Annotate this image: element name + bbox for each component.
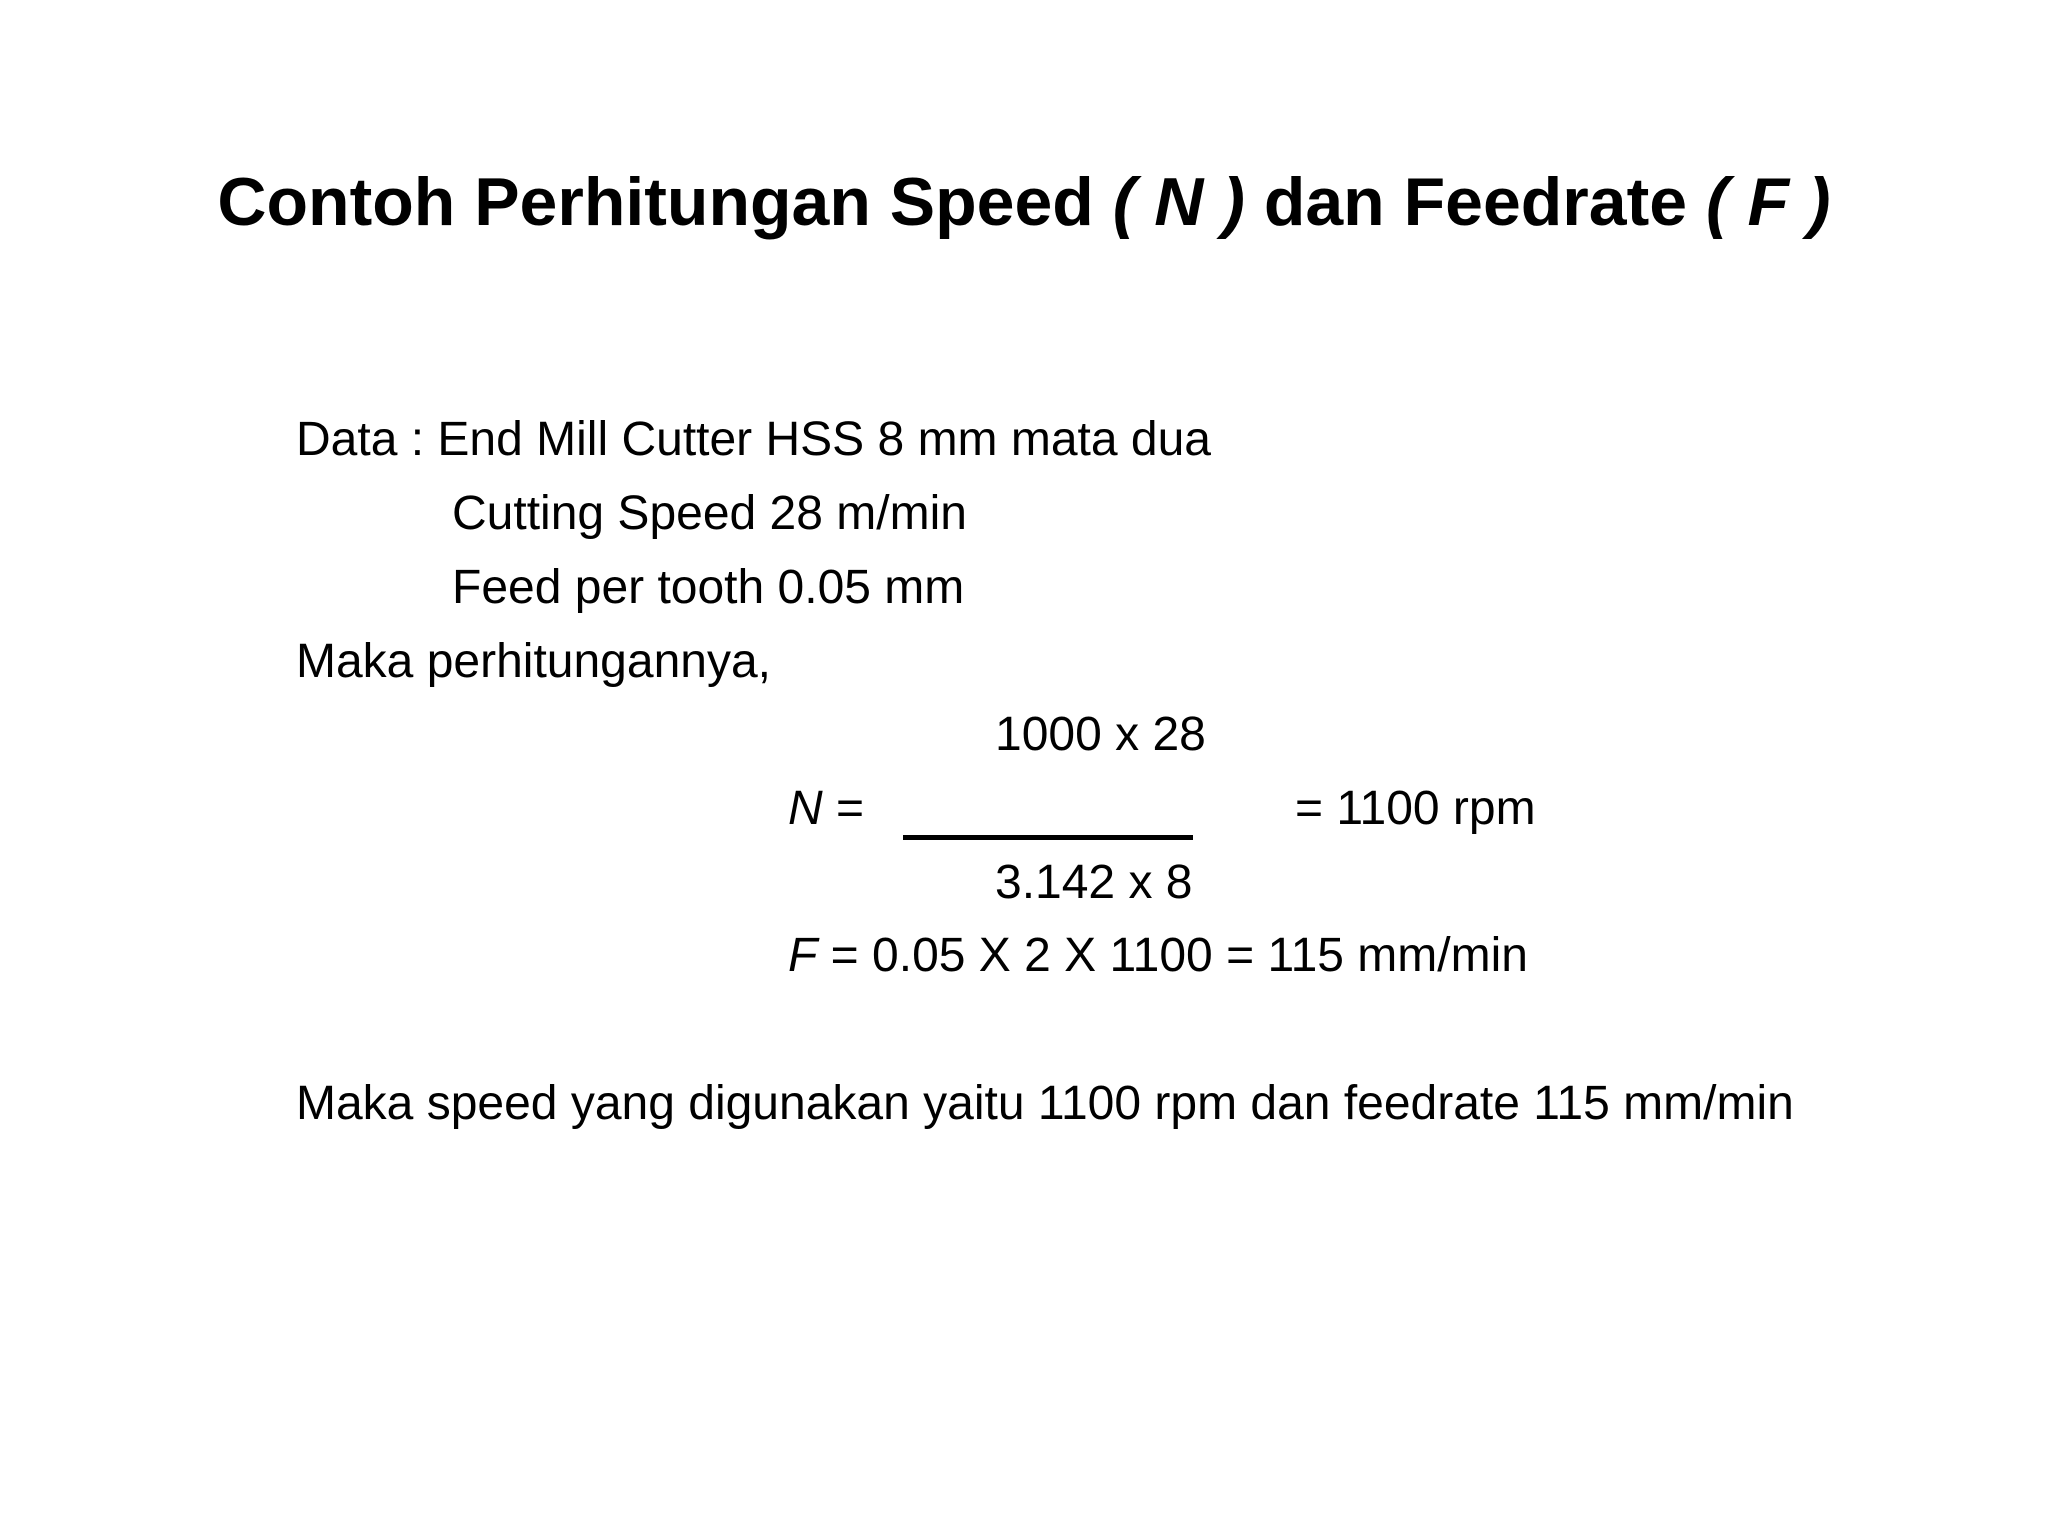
data-line-cutting-speed: Cutting Speed 28 m/min [452, 487, 967, 540]
n-denominator: 3.142 x 8 [995, 856, 1193, 909]
n-numerator: 1000 x 28 [995, 708, 1206, 761]
n-symbol: N [788, 782, 823, 835]
f-symbol: F [788, 929, 818, 982]
title-part-2: ( N ) [1112, 164, 1245, 240]
title-part-4: ( F ) [1705, 164, 1831, 240]
fraction-bar [903, 835, 1193, 840]
f-formula [788, 929, 1528, 982]
data-line-tool: Data : End Mill Cutter HSS 8 mm mata dua [296, 413, 1211, 466]
title-part-3: dan Feedrate [1244, 164, 1706, 240]
n-equals: = [822, 782, 865, 835]
n-result: = 1100 rpm [1295, 782, 1536, 835]
n-label [788, 782, 865, 835]
conclusion: Maka speed yang digunakan yaitu 1100 rpm dan feedrate 115 mm/min [296, 1077, 1794, 1130]
f-expression: = 0.05 X 2 X 1100 = 115 mm/min [817, 929, 1528, 982]
title-part-1: Contoh Perhitungan Speed [217, 164, 1113, 240]
slide-title [0, 164, 2048, 240]
calc-intro: Maka perhitungannya, [296, 635, 771, 688]
data-line-feed-per-tooth: Feed per tooth 0.05 mm [452, 561, 965, 614]
